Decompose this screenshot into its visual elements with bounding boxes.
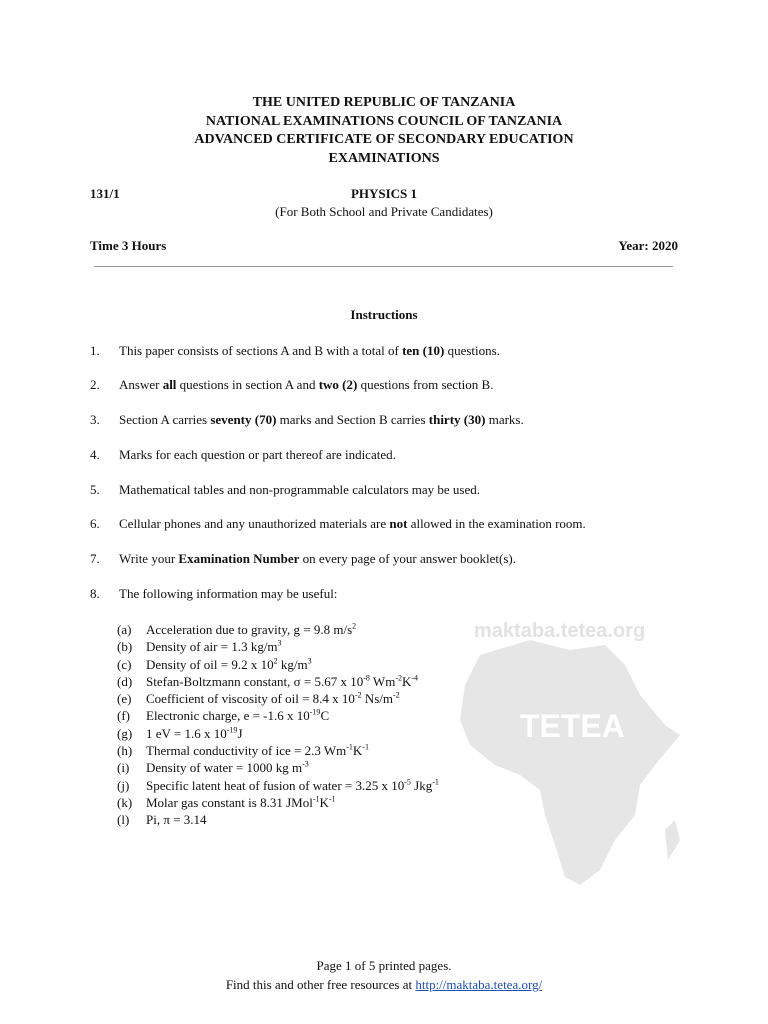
instruction-8: The following information may be useful:	[119, 586, 338, 601]
instruction-number: 6.	[90, 516, 100, 531]
constant-item: (f) Electronic charge, e = -1.6 x $10^{-19}C$	[117, 708, 330, 724]
constant-item: (l) Pi, π = 3.14	[117, 812, 207, 828]
constant-item: (e) Coefficient of viscosity of oil = 8.4 x $10^{-2}$ $Ns/m^{-2}$	[117, 690, 400, 707]
paper-year: Year: 2020	[618, 238, 678, 253]
instruction-number: 1.	[90, 343, 100, 358]
paper-code: 131/1	[90, 186, 120, 201]
paper-subject: PHYSICS 1	[350, 186, 418, 201]
header-divider	[94, 266, 673, 267]
instruction-number: 8.	[90, 586, 100, 601]
paper-candidates: (For Both School and Private Candidates)	[275, 204, 493, 219]
watermark-brand-text: TETEA	[520, 708, 625, 744]
instruction-5: Mathematical tables and non-programmable calculators may be used.	[119, 482, 480, 497]
instruction-2: Answer all questions in section A and two (2) questions from section B.	[119, 377, 494, 392]
page-count: Page 1 of 5 printed pages.	[316, 958, 452, 973]
constant-item: (g) 1 eV = 1.6 x $10^{-19}J$	[117, 725, 243, 741]
instruction-4: Marks for each question or part thereof are indicated.	[119, 447, 396, 462]
header-examinations: EXAMINATIONS	[328, 150, 440, 166]
constant-item: (j) Specific latent heat of fusion of water = 3.25 x $10^{-5}$ Jkg$^{-1}$	[117, 777, 439, 793]
resources-link[interactable]: http://maktaba.tetea.org/	[415, 977, 543, 992]
header-republic: THE UNITED REPUBLIC OF TANZANIA	[252, 95, 516, 110]
constant-item: (h) Thermal conductivity of ice = 2.3 $Wm^{-1}K^{-1}$	[117, 742, 369, 759]
exam-header	[0, 94, 768, 168]
instruction-number: 2.	[90, 377, 100, 392]
constant-item: (c) Density of oil = 9.2 x $10^2$ $kg/m^3$	[117, 656, 312, 672]
resources-line: Find this and other free resources at http://maktaba.tetea.org/	[225, 977, 543, 992]
constant-item: (b) Density of air = 1.3 $kg/m^3$	[117, 638, 282, 655]
constant-item: (d) Stefan-Boltzmann constant, σ = 5.67 x $10^{-8}$ $Wm^{-2}K^{-4}$	[117, 673, 419, 689]
paper-time: Time 3 Hours	[90, 238, 167, 253]
instruction-6: Cellular phones and any unauthorized materials are not allowed in the examination room.	[119, 516, 586, 531]
instruction-7: Write your Examination Number on every page of your answer booklet(s).	[119, 551, 516, 566]
constant-item: (a) Acceleration due to gravity, g = 9.8 $m/s^2$	[117, 621, 357, 637]
instruction-1: This paper consists of sections A and B with a total of ten (10) questions.	[119, 343, 500, 358]
instructions-title: Instructions	[350, 307, 418, 322]
instruction-number: 3.	[90, 412, 100, 427]
constant-item: (i) Density of water = 1000 kg $m^{-3}$	[117, 760, 309, 776]
constants-list	[117, 621, 439, 829]
africa-map-watermark	[440, 615, 690, 890]
watermark-site-text: maktaba.tetea.org	[474, 620, 646, 642]
instruction-number: 4.	[90, 447, 100, 462]
instruction-3: Section A carries seventy (70) marks and Section B carries thirty (30) marks.	[119, 412, 524, 427]
constant-item: (k) Molar gas constant is 8.31 $JMol^{-1}K^{-1}$	[117, 794, 336, 810]
instruction-number: 5.	[90, 482, 100, 497]
header-certificate: ADVANCED CERTIFICATE OF SECONDARY EDUCATION	[194, 132, 574, 147]
header-council: NATIONAL EXAMINATIONS COUNCIL OF TANZANIA	[205, 113, 563, 129]
instruction-number: 7.	[90, 551, 100, 566]
